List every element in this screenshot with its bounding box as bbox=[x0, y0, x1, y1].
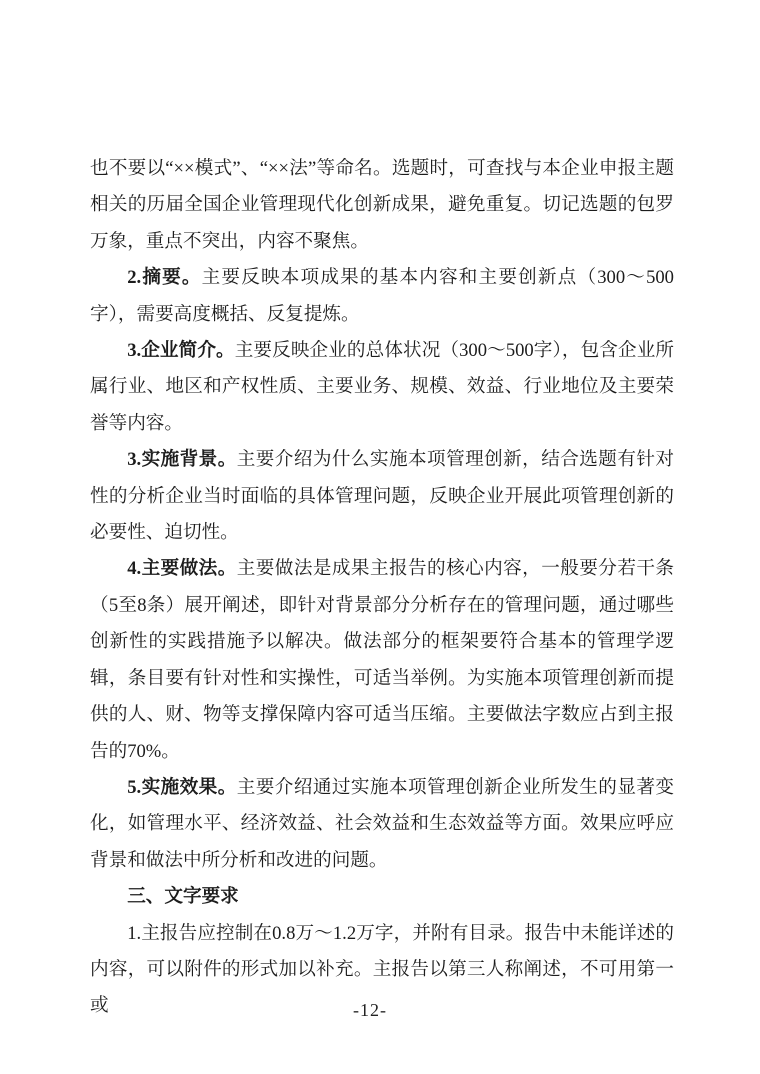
document-body bbox=[90, 151, 674, 1025]
paragraph-abstract bbox=[90, 260, 674, 333]
body-text: 主要反映企业的总体状况（300～500字），包含企业所属行业、地区和产权性质、主要业务、规模、效益、行业地位及主要荣誉等内容。 bbox=[90, 340, 674, 434]
paragraph-main-practices bbox=[90, 551, 674, 769]
paragraph-company-profile bbox=[90, 333, 674, 442]
body-text: 1.主报告应控制在0.8万～1.2万字，并附有目录。报告中未能详述的内容，可以附件的形式加以补充。主报告以第三人称阐述，不可用第一或 bbox=[90, 922, 674, 1017]
item-label-background: 3.实施背景。 bbox=[127, 449, 237, 471]
body-text: 主要做法是成果主报告的核心内容，一般要分若干条（5至8条）展开阐述，即针对背景部分分析存在的管理问题，通过哪些创新性的实践措施予以解决。做法部分的框架要符合基本的管理学逻辑，条目要有针对性和实操性，可适当举例。为实施本项管理创新而提供的人、财、物等支撑保障内容可适当压缩。主要做法字数应占到主报告的70%。 bbox=[90, 558, 674, 762]
body-text: 主要反映本项成果的基本内容和主要创新点（300～500字），需要高度概括、反复提炼。 bbox=[90, 267, 674, 325]
body-text: 也不要以“××模式”、“××法”等命名。选题时，可查找与本企业申报主题相关的历届全国企业管理现代化创新成果，避免重复。切记选题的包罗万象，重点不突出，内容不聚焦。 bbox=[90, 158, 674, 252]
body-text: 主要介绍通过实施本项管理创新企业所发生的显著变化，如管理水平、经济效益、社会效益和生态效益等方面。效果应呼应背景和做法中所分析和改进的问题。 bbox=[90, 776, 674, 871]
paragraph-implementation-background bbox=[90, 442, 674, 551]
paragraph-topic-naming bbox=[90, 151, 674, 260]
body-text: 主要介绍为什么实施本项管理创新，结合选题有针对性的分析企业当时面临的具体管理问题，反映企业开展此项管理创新的必要性、迫切性。 bbox=[90, 449, 674, 544]
paragraph-implementation-effect bbox=[90, 770, 674, 879]
heading-text: 三、文字要求 bbox=[127, 886, 239, 908]
item-label-effect: 5.实施效果。 bbox=[127, 776, 237, 798]
page-number: -12- bbox=[353, 1000, 387, 1020]
section-heading-text-requirements bbox=[90, 879, 674, 915]
item-label-practices: 4.主要做法。 bbox=[127, 558, 237, 580]
item-label-company-profile: 3.企业简介。 bbox=[127, 340, 235, 362]
item-label-abstract: 2.摘要。 bbox=[127, 267, 202, 289]
